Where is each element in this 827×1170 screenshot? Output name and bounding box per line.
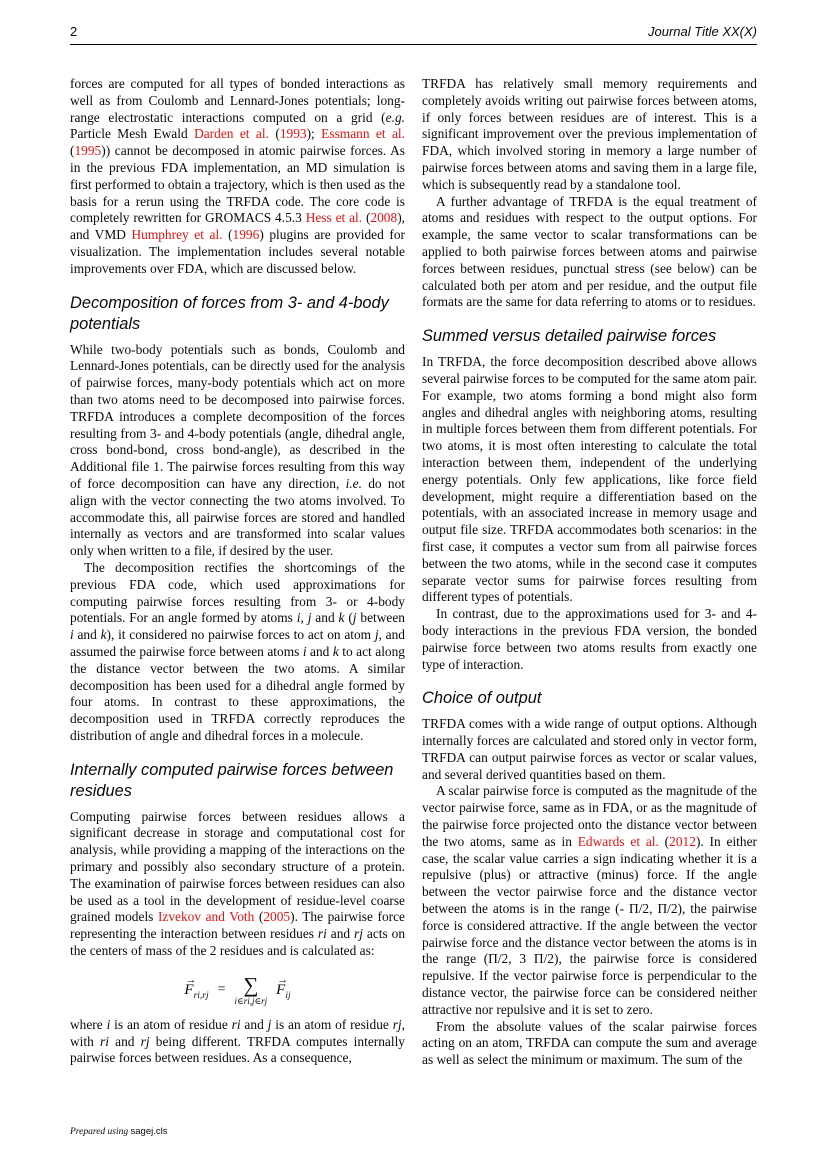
citation-link[interactable]: Darden et al.	[194, 126, 269, 142]
header-rule	[70, 44, 757, 45]
italic-text: i	[296, 610, 301, 626]
text-segment: (	[268, 126, 280, 142]
text-segment: From the absolute values of the scalar pairwise forces acting on an atom, TRFDA can compute the sum and average as well as select the minimum or maximum. The sum of the	[422, 1018, 757, 1068]
journal-title: Journal Title XX(X)	[648, 24, 757, 39]
text-segment: While two-body potentials such as bonds, Coulomb and Lennard-Jones potentials, can be directly used for the analysis of pairwise forces, many-body potentials which act on more than two atoms need to be decomposed into pairwise forces. TRFDA introduces a complete decomposition of the forces resulting from 3- and 4-body potentials (angle, dihedral angle, cross bond-bond, cross bond-angle), as described in the Additional file 1. The pairwise forces resulting from this way of force decomposition can have any direction,	[70, 341, 405, 491]
text-segment: and	[108, 1033, 141, 1049]
citation-link[interactable]: 1993	[279, 126, 307, 142]
paragraph	[70, 1017, 405, 1067]
paragraph	[422, 1019, 757, 1069]
text-segment: (	[222, 227, 233, 243]
citation-link[interactable]: 2012	[669, 833, 696, 849]
text-segment: and	[311, 610, 339, 626]
text-segment: being different. TRFDA computes internally pairwise forces between residues. As a consequence,	[70, 1033, 405, 1066]
text-segment: A further advantage of TRFDA is the equal treatment of atoms and residues with respect to the output options. For example, the same vector to scalar transformations can be applied to both pairwise forces between atoms and pairwise forces between residues, punctual stress (see below) can be calculated both per atom and per residue, and the output file formats are the same for data referring to atoms or to residues.	[422, 193, 757, 310]
footer-class-file: sagej.cls	[130, 1126, 168, 1137]
paragraph	[70, 560, 405, 745]
text-segment: where	[70, 1016, 107, 1032]
text-segment: (	[362, 210, 371, 226]
paragraph	[422, 354, 757, 606]
paragraph	[422, 783, 757, 1018]
force-symbol: F	[276, 982, 286, 999]
text-segment: In contrast, due to the approximations used for 3- and 4-body interactions in the previous FDA version, the bonded pairwise force between two atoms results from exactly one type of interaction.	[422, 606, 757, 672]
force-subscript: ri,rj	[193, 991, 209, 1002]
text-segment: ) plugins are provided for visualization. The implementation includes several notable improvements over FDA, which are discussed below.	[70, 227, 405, 276]
right-column	[422, 76, 757, 1069]
citation-link[interactable]: Humphrey et al.	[131, 227, 223, 243]
force-symbol: F	[184, 982, 194, 999]
italic-text: ri	[231, 1016, 241, 1032]
vector-arrow-icon: →	[185, 974, 196, 987]
italic-text: j	[307, 610, 312, 626]
text-segment: is an atom of residue	[271, 1016, 393, 1032]
italic-text: rj	[392, 1016, 402, 1032]
text-segment: )) cannot be decomposed in atomic pairwise forces. As in the previous FDA implementation, an MD simulation is first performed to obtain a trajectory, which is then used as the basis for a rerun using the TRFDA code. The core code is completely rewritten for GROMACS 4.5.3	[70, 143, 405, 226]
italic-text: i	[70, 627, 74, 643]
text-segment: and	[306, 643, 333, 659]
section-heading: Decomposition of forces from 3- and 4-body potentials	[70, 293, 389, 333]
section-heading: Internally computed pairwise forces between residues	[70, 760, 394, 800]
article-body	[70, 76, 757, 1069]
text-segment: (	[658, 833, 670, 849]
italic-text: rj	[354, 926, 363, 942]
italic-text: k	[100, 627, 107, 643]
text-segment: , and assumed the pairwise force between atoms	[70, 627, 406, 659]
text-segment: forces are computed for all types of bonded interactions as well as from Coulomb and Lennard-Jones potentials; long-range electrostatic interactions computed on a grid (	[70, 76, 405, 125]
text-segment: ,	[300, 610, 308, 626]
italic-text: k	[338, 610, 345, 626]
citation-link[interactable]: 2005	[263, 909, 291, 925]
text-segment: (	[254, 909, 264, 925]
text-segment: , with	[70, 1016, 405, 1049]
equals-sign: =	[217, 981, 226, 997]
paragraph	[70, 342, 405, 560]
paragraph	[422, 716, 757, 783]
text-segment: do not align with the vector connecting the two atoms involved. To accommodate this, all pairwise forces are stored and handled internally as vectors and are transformed into scalar values only when written to a file, if desired by the user.	[70, 475, 405, 559]
italic-text: i	[106, 1016, 111, 1032]
italic-text: k	[332, 643, 339, 659]
text-segment: Particle Mesh Ewald	[70, 126, 195, 142]
text-segment: ), and VMD	[70, 210, 405, 243]
text-segment: to act along the distance vector between the two atoms. A similar decomposition has been used for a dihedral angle formed by four atoms. In contrast to these approximations, the decomposition used in TRFDA correctly reproduces the distribution of angle and dihedral forces in a molecule.	[70, 643, 406, 743]
section-heading: Summed versus detailed pairwise forces	[422, 327, 717, 346]
text-segment: and	[73, 627, 101, 643]
page-number: 2	[70, 24, 78, 39]
italic-text: j	[374, 627, 379, 643]
summation-operator	[235, 974, 268, 1007]
text-segment: (	[70, 143, 75, 159]
paragraph	[422, 606, 757, 673]
italic-text: rj	[140, 1033, 150, 1049]
text-segment: In TRFDA, the force decomposition described above allows several pairwise forces to be computed for the same atom pair. For example, two atoms forming a bond might also form angles and dihedral angles with neighboring atoms, resulting in multiple forces between them from different potentials. For two atoms, it is most often interesting to calculate the total interaction between them, independent of the underlying energy potentials. Only few applications, like force field development, might require a differentiation based on the potentials, with an associated increase in memory usage and output file size. TRFDA accommodates both scenarios: in the first case, it computes a vector sum from all pairwise forces between the two atoms, while in the second case it computes separate vector sums for pairwise forces resulting from different types of potentials.	[422, 354, 758, 605]
left-column	[70, 76, 405, 1069]
paragraph	[422, 76, 757, 194]
text-segment: ). The pairwise force representing the interaction between residues	[70, 909, 406, 942]
text-segment: A scalar pairwise force is computed as the magnitude of the vector pairwise force, same as in FDA, or as the magnitude of the pairwise force projected onto the distance vector between the two atoms, same as in	[422, 783, 757, 849]
text-segment: and	[326, 926, 355, 942]
text-segment: between	[356, 610, 405, 626]
italic-text: ri	[317, 926, 327, 942]
text-segment: TRFDA has relatively small memory requirements and completely avoids writing out pairwise forces between atoms, if only forces between residues are of interest. This is a significant improvement over the previous implementation of FDA, which involved storing in memory a large number of pairwise forces between atoms and saving them in a large file, which is subsequently read by a standalone tool.	[422, 76, 757, 192]
text-segment: Computing pairwise forces between residues allows a significant decrease in storage and computational cost for analysis, while providing a mapping of the interactions on the primary and possibly also secondary structure of a protein. The examination of pairwise forces between residues can also be used as a tool in the development of residue-level coarse grained models	[70, 808, 405, 925]
text-segment: (	[344, 610, 353, 626]
citation-link[interactable]: 2008	[370, 210, 398, 226]
vector-arrow-icon: →	[277, 974, 288, 987]
text-segment: );	[306, 126, 322, 142]
text-segment: is an atom of residue	[110, 1016, 232, 1032]
italic-text: ri	[100, 1033, 109, 1049]
italic-text: i.e.	[345, 475, 362, 491]
citation-link[interactable]: Essmann et al.	[321, 126, 405, 142]
page-header	[70, 24, 757, 39]
text-segment: ), it considered no pairwise forces to act on atom	[106, 627, 375, 643]
italic-text: i	[302, 643, 307, 659]
citation-link[interactable]: 1996	[232, 227, 260, 243]
equation-residue-pairwise-force	[70, 974, 405, 1007]
paragraph	[70, 809, 405, 960]
text-segment: TRFDA comes with a wide range of output options. Although internally forces are calculated and stored only in vector form, TRFDA can output pairwise forces as vector or scalar values, and several derived quantities based on them.	[422, 716, 757, 782]
citation-link[interactable]: 1995	[74, 143, 102, 159]
footer-prepared-using-label: Prepared using	[70, 1127, 129, 1137]
citation-link[interactable]: Edwards et al.	[577, 833, 659, 849]
sigma-icon: ∑	[243, 972, 259, 997]
italic-text: j	[352, 610, 357, 626]
summation-limits: i∈ri,j∈rj	[234, 995, 268, 1006]
page-footer	[70, 1126, 167, 1137]
paragraph	[70, 76, 405, 278]
italic-text: e.g.	[385, 109, 405, 125]
text-segment: The decomposition rectifies the shortcomings of the previous FDA code, which used approximations for computing pairwise forces resulting from 3- or 4-body potentials. For an angle formed by atoms	[70, 559, 405, 626]
text-segment: and	[240, 1016, 268, 1032]
text-segment: acts on the centers of mass of the 2 residues and is calculated as:	[70, 926, 406, 959]
vector-force-symbol-rhs	[276, 975, 290, 1005]
paragraph	[422, 194, 757, 312]
vector-force-symbol-lhs	[184, 975, 208, 1005]
italic-text: j	[267, 1016, 272, 1032]
force-subscript: ij	[285, 991, 291, 1002]
section-heading: Choice of output	[422, 689, 542, 708]
text-segment: ). In either case, the scalar value carries a sign indicating whether it is a repulsive (plus) or attractive (minus) force. If the angle between the vector pairwise force and the distance vector between the atoms is in the range (- Π/2, Π/2), the pairwise force is considered attractive. If the angle between the vector pairwise force and the distance vector between the atoms is in the range (Π/2, 3 Π/2), the pairwise force is considered repulsive. If the vector pairwise force is perpendicular to the distance vector, the pairwise force can be considered neither attractive nor repulsive and it is set to zero.	[422, 833, 757, 1017]
citation-link[interactable]: Izvekov and Voth	[157, 909, 255, 925]
citation-link[interactable]: Hess et al.	[305, 210, 363, 226]
